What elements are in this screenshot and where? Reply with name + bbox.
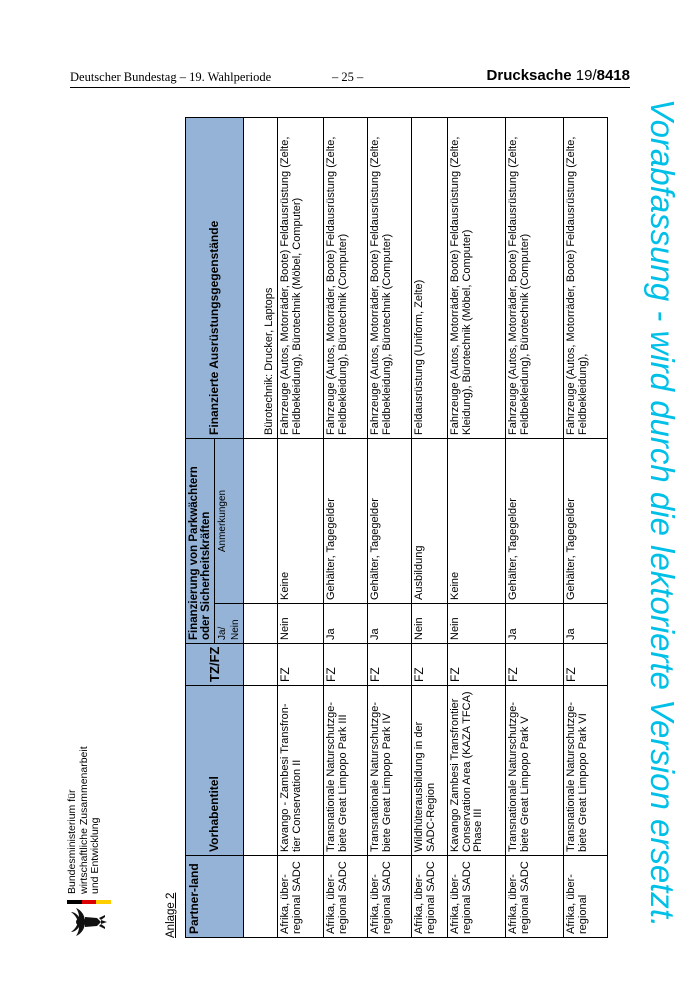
cell-ja-nein: Nein xyxy=(412,604,448,644)
drucksache-num2: 8418 xyxy=(596,67,630,84)
col-header-partner: Partner-land xyxy=(186,856,244,938)
cell-title: Transnationale Naturschutzge-biete Great Limpopo Park V xyxy=(506,686,564,856)
pre-row-items: Bürotechnik: Drucker, Laptops xyxy=(244,118,278,439)
cell-items: Fahrzeuge (Autos, Motorräder, Boote) Feldausrüstung (Zelte, Feldbekleidung), xyxy=(564,118,608,439)
header-rule xyxy=(70,87,630,88)
pre-row-empty xyxy=(244,439,278,604)
table-pre-row xyxy=(244,118,278,938)
table-row xyxy=(278,118,324,938)
drucksache-num1: 19/ xyxy=(575,67,597,84)
landscape-content xyxy=(67,118,610,938)
cell-title: Transnationale Naturschutzge-biete Great Limpopo Park IV xyxy=(368,686,412,856)
cell-notes: Keine xyxy=(278,439,324,604)
ministry-name xyxy=(67,746,102,894)
watermark-sidebar xyxy=(627,98,697,928)
cell-ja-nein: Ja xyxy=(506,604,564,644)
drucksache-label: Drucksache xyxy=(486,67,572,84)
cell-partner: Afrika, über-regional SADC xyxy=(448,856,506,938)
cell-items: Fahrzeuge (Autos, Motorräder, Boote) Feldausrüstung (Zelte, Kleidung), Bürotechnik (Möbel, Computer) xyxy=(448,118,506,439)
watermark-rotator xyxy=(637,98,687,928)
page-header xyxy=(70,62,630,86)
cell-partner: Afrika, über-regional SADC xyxy=(506,856,564,938)
table-row xyxy=(324,118,368,938)
cell-title: Transnationale Naturschutzge-biete Great Limpopo Park VI xyxy=(564,686,608,856)
cell-items: Fahrzeuge (Autos, Motorräder, Boote) Feldausrüstung (Zelte, Feldbekleidung), Bürotechnik (Computer) xyxy=(324,118,368,439)
anlage-label: Anlage 2 xyxy=(165,892,177,938)
table-row xyxy=(368,118,412,938)
cell-title: Wildhüterausbildung in der SADC-Region xyxy=(412,686,448,856)
drucksache-number xyxy=(487,67,630,84)
cell-tzfz: FZ xyxy=(412,644,448,686)
watermark-text: Vorabfassung - wird durch die lektorierte Version ersetzt. xyxy=(644,98,681,928)
cell-partner: Afrika, über-regional SADC xyxy=(278,856,324,938)
cell-tzfz: FZ xyxy=(278,644,324,686)
ministry-line-2: wirtschaftliche Zusammenarbeit xyxy=(77,746,90,894)
cell-items: Fahrzeuge (Autos, Motorräder, Boote) Feldausrüstung (Zelte, Feldbekleidung), Bürotechnik (Computer) xyxy=(506,118,564,439)
cell-notes: Gehälter, Tagegelder xyxy=(506,439,564,604)
cell-tzfz: FZ xyxy=(564,644,608,686)
pre-row-empty xyxy=(244,856,278,938)
cell-items: Fahrzeuge (Autos, Motorräder, Boote) Feldausrüstung (Zelte, Feldbekleidung), Bürotechnik (Möbel, Computer) xyxy=(278,118,324,439)
table-row xyxy=(564,118,608,938)
pre-row-empty xyxy=(244,604,278,644)
cell-title: Kavango - Zambesi Transfron-tier Conservation II xyxy=(278,686,324,856)
cell-notes: Gehälter, Tagegelder xyxy=(368,439,412,604)
header-left: Deutscher Bundestag – 19. Wahlperiode xyxy=(70,70,272,84)
cell-ja-nein: Ja xyxy=(368,604,412,644)
cell-notes: Gehälter, Tagegelder xyxy=(564,439,608,604)
cell-notes: Ausbildung xyxy=(412,439,448,604)
table-row xyxy=(506,118,564,938)
landscape-page xyxy=(67,118,610,938)
col-header-financing: Finanzierung von Parkwächtern oder Sicherheitskräften xyxy=(186,439,215,644)
table-row xyxy=(412,118,448,938)
cell-tzfz: FZ xyxy=(324,644,368,686)
german-flag-bar xyxy=(67,900,111,904)
page-number: – 25 – xyxy=(332,70,364,84)
cell-ja-nein: Ja xyxy=(564,604,608,644)
ministry-line-3: und Entwicklung xyxy=(89,817,101,894)
cell-notes: Gehälter, Tagegelder xyxy=(324,439,368,604)
cell-title: Transnationale Naturschutzge-biete Great Limpopo Park III xyxy=(324,686,368,856)
cell-tzfz: FZ xyxy=(448,644,506,686)
cell-ja-nein: Nein xyxy=(278,604,324,644)
col-header-items: Finanzierte Ausrüstungsgegenstände xyxy=(186,118,244,439)
cell-partner: Afrika, über-regional SADC xyxy=(368,856,412,938)
cell-items: Fahrzeuge (Autos, Motorräder, Boote) Feldausrüstung (Zelte, Feldbekleidung), Bürotechnik (Computer) xyxy=(368,118,412,439)
cell-ja-nein: Nein xyxy=(448,604,506,644)
table-header-row xyxy=(186,118,215,938)
federal-eagle-icon xyxy=(67,906,111,938)
cell-partner: Afrika, über-regional SADC xyxy=(324,856,368,938)
table-row xyxy=(448,118,506,938)
cell-items: Feldausrüstung (Uniform, Zelte) xyxy=(412,118,448,439)
col-header-notes: Anmerkungen xyxy=(215,439,244,604)
pre-row-empty xyxy=(244,644,278,686)
project-table xyxy=(185,117,608,938)
cell-title: Kavango Zambesi Transfrontier Conservation Area (KAZA TFCA) Phase III xyxy=(448,686,506,856)
pre-row-empty xyxy=(244,686,278,856)
cell-notes: Keine xyxy=(448,439,506,604)
col-header-tzfz: TZ/FZ xyxy=(186,644,244,686)
cell-tzfz: FZ xyxy=(506,644,564,686)
ministry-logo xyxy=(67,738,137,938)
ministry-line-1: Bundesministerium für xyxy=(66,789,78,894)
col-header-ja-nein: Ja/ Nein xyxy=(215,604,244,644)
cell-ja-nein: Ja xyxy=(324,604,368,644)
col-header-title: Vorhabentitel xyxy=(186,686,244,856)
cell-tzfz: FZ xyxy=(368,644,412,686)
cell-partner: Afrika, über-regional SADC xyxy=(412,856,448,938)
cell-partner: Afrika, über-regional xyxy=(564,856,608,938)
